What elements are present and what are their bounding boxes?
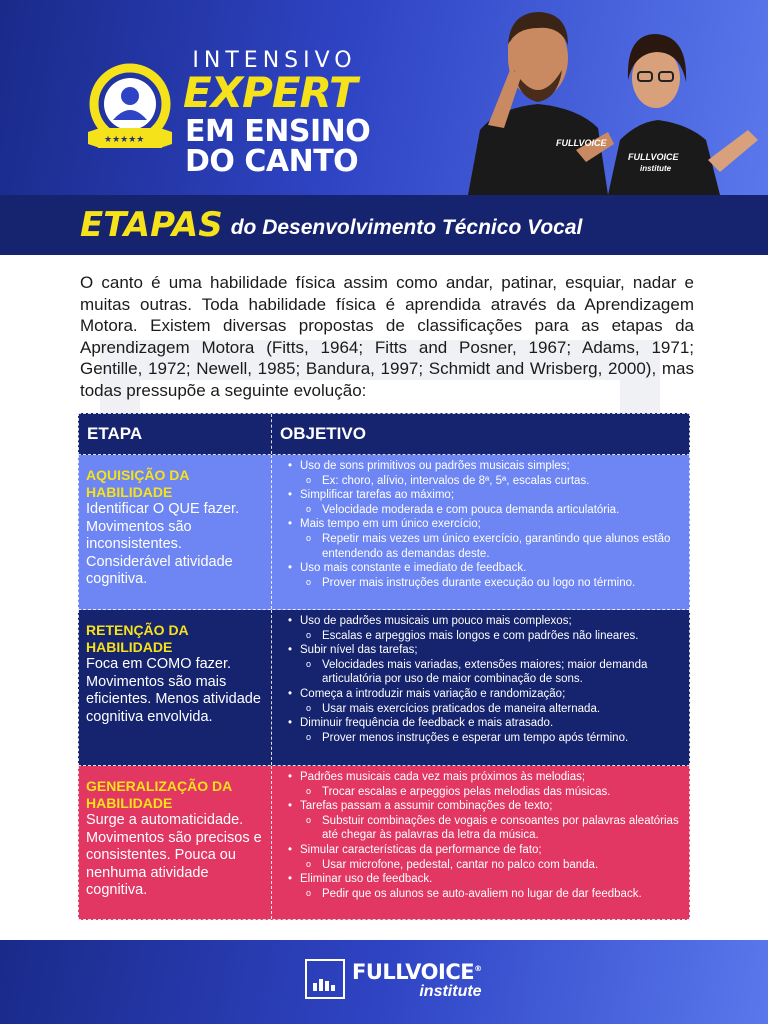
stage-cell [79, 455, 272, 609]
section-banner [0, 195, 768, 255]
shirt-sub-woman: institute [640, 164, 672, 173]
list-subitem: o Usar microfone, pedestal, cantar no palco com banda. [286, 858, 681, 873]
list-subitem: o Trocar escalas e arpeggios pelas melodias das músicas. [286, 785, 681, 800]
list-item: • Padrões musicais cada vez mais próximos às melodias; [286, 770, 681, 785]
list-subitem: o Substuir combinações de vogais e consoantes por palavras aleatórias até chegar às palavras da letra da música. [286, 814, 681, 843]
list-subitem: o Escalas e arpeggios mais longos e com padrões não lineares. [286, 629, 681, 644]
list-item: • Simplificar tarefas ao máximo; [286, 488, 681, 503]
list-item: • Subir nível das tarefas; [286, 643, 681, 658]
list-subitem: o Usar mais exercícios praticados de maneira alternada. [286, 702, 681, 717]
objective-list [286, 770, 681, 901]
stage-description: Surge a automaticidade. Movimentos são precisos e consistentes. Pouca ou nenhuma atividade cognitiva. [86, 812, 262, 898]
objective-cell [272, 610, 689, 765]
stages-table [78, 413, 690, 920]
list-subitem: o Velocidade moderada e com pouca demanda articulatória. [286, 503, 681, 518]
objective-list [286, 459, 681, 590]
fullvoice-logo-icon [305, 959, 345, 999]
shirt-brand-woman: FULLVOICE [628, 152, 679, 162]
intro-paragraph: O canto é uma habilidade física assim como andar, patinar, esquiar, nadar e muitas outras. Toda habilidade física é aprendida através da Aprendizagem Motora. Existem diversas propostas de classificações para as etapas da Aprendizagem Motora (Fitts, 1964; Fitts and Posner, 1967; Adams, 1971; Gentille, 1972; Newell, 1985; Bandura, 1997; Schmidt and Wrisberg, 2000), mas todas pressupõe a seguinte evolução: [80, 273, 694, 400]
banner-highlight: ETAPAS [80, 205, 223, 245]
logo-text [352, 958, 482, 1001]
instructors-photo [458, 0, 768, 195]
list-item: • Eliminar uso de feedback. [286, 872, 681, 887]
list-subitem: o Pedir que os alunos se auto-avaliem no lugar de dar feedback. [286, 887, 681, 902]
list-subitem: o Prover mais instruções durante execução ou logo no término. [286, 576, 681, 591]
header-banner [0, 0, 768, 195]
list-subitem: o Ex: choro, alívio, intervalos de 8ª, 5ª, escalas curtas. [286, 474, 681, 489]
list-item: • Diminuir frequência de feedback e mais atrasado. [286, 716, 681, 731]
expert-badge-icon [82, 62, 178, 158]
list-item: • Começa a introduzir mais variação e randomização; [286, 687, 681, 702]
header-objetivo: OBJETIVO [280, 424, 366, 443]
objective-list [286, 614, 681, 745]
stage-title: GENERALIZAÇÃO DA HABILIDADE [86, 778, 232, 811]
list-item: • Uso de padrões musicais um pouco mais complexos; [286, 614, 681, 629]
title-expert: EXPERT [183, 68, 357, 117]
table-header-row [78, 413, 690, 455]
title-intensivo: INTENSIVO [192, 48, 357, 73]
title-line-1: EM ENSINO [185, 114, 371, 149]
banner-subtitle: do Desenvolvimento Técnico Vocal [230, 216, 583, 239]
list-subitem: o Prover menos instruções e esperar um tempo após término. [286, 731, 681, 746]
stage-description: Foca em COMO fazer. Movimentos são mais eficientes. Menos atividade cognitiva envolvida. [86, 656, 261, 725]
list-subitem: o Velocidades mais variadas, extensões maiores; maior demanda articulatória por uso de maior combinação de sons. [286, 658, 681, 687]
list-item: • Mais tempo em um único exercício; [286, 517, 681, 532]
list-item: • Tarefas passam a assumir combinações de texto; [286, 799, 681, 814]
title-line-2: DO CANTO [185, 144, 359, 179]
header-etapa: ETAPA [79, 414, 272, 454]
objective-cell [272, 455, 689, 609]
list-item: • Uso mais constante e imediato de feedback. [286, 561, 681, 576]
stage-title: RETENÇÃO DA HABILIDADE [86, 622, 189, 655]
fullvoice-logo [305, 957, 482, 1001]
objective-cell [272, 766, 689, 919]
stage-title: AQUISIÇÃO DA HABILIDADE [86, 467, 189, 500]
svg-text:★★★★★: ★★★★★ [104, 135, 145, 145]
list-item: • Uso de sons primitivos ou padrões musicais simples; [286, 459, 681, 474]
logo-brand: FULLVOICE® [352, 959, 482, 984]
stage-cell [79, 610, 272, 765]
table-row [78, 766, 690, 920]
stage-description: Identificar O QUE fazer. Movimentos são inconsistentes. Considerável atividade cognitiva. [86, 501, 240, 587]
list-item: • Simular características da performance de fato; [286, 843, 681, 858]
stage-cell [79, 766, 272, 919]
table-row [78, 455, 690, 610]
shirt-brand-man: FULLVOICE [556, 138, 607, 148]
logo-sub: institute [419, 982, 482, 1000]
table-row [78, 610, 690, 766]
list-subitem: o Repetir mais vezes um único exercício, garantindo que alunos estão entendendo as demandas deste. [286, 532, 681, 561]
